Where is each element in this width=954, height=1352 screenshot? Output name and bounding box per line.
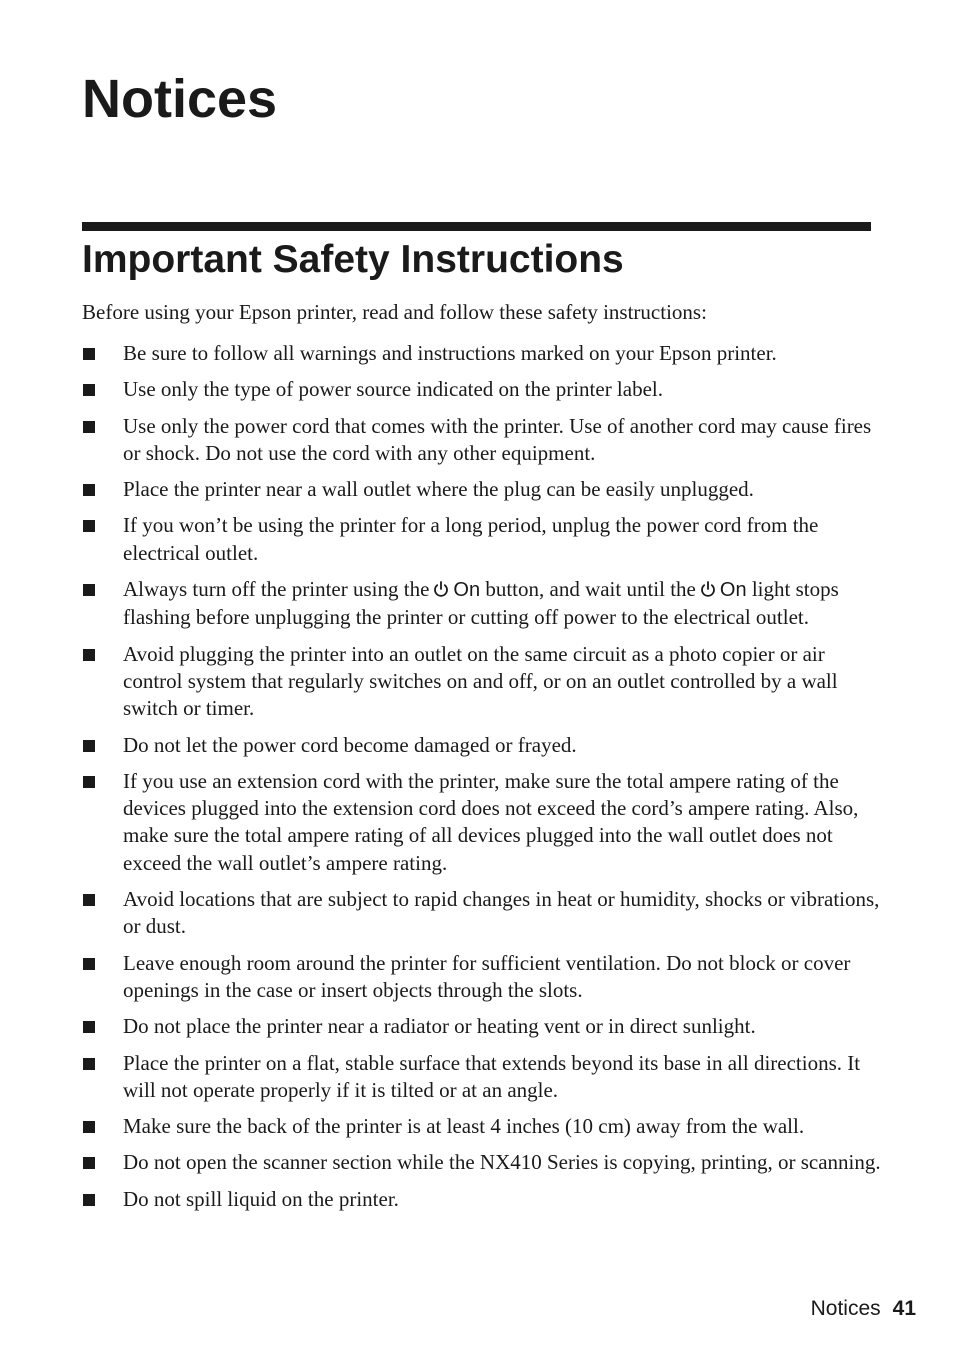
list-item: Use only the type of power source indicated on the printer label. [82,376,882,403]
bullet-icon [83,421,95,433]
bullet-icon [83,348,95,360]
list-item: Place the printer near a wall outlet where the plug can be easily unplugged. [82,476,882,503]
power-icon [433,580,449,598]
list-item: Do not let the power cord become damaged or frayed. [82,732,882,759]
bullet-icon [83,384,95,396]
bullet-icon [83,958,95,970]
list-item: Do not place the printer near a radiator or heating vent or in direct sunlight. [82,1013,882,1040]
footer-section: Notices [810,1297,881,1320]
list-item: Leave enough room around the printer for sufficient ventilation. Do not block or cover openings in the case or insert objects through the slots. [82,950,882,1005]
bullet-icon [83,894,95,906]
chapter-title: Notices [82,69,278,129]
on-button-label: On [453,579,481,602]
section-divider [82,222,871,231]
bullet-icon [83,1157,95,1169]
list-item-power: Always turn off the printer using the On button, and wait until the On light stops flashing before unplugging the printer or cutting off power to the electrical outlet. [82,576,882,632]
bullet-icon [83,520,95,532]
section-title: Important Safety Instructions [82,238,624,281]
bullet-icon [83,1058,95,1070]
list-item: If you use an extension cord with the printer, make sure the total ampere rating of the devices plugged into the extension cord does not exceed the cord’s ampere rating. Also, make sure the total ampere rating of all devices plugged into the wall outlet does not exceed the wall outlet’s ampere rating. [82,768,882,877]
bullet-icon [83,484,95,496]
bullet-icon [83,740,95,752]
bullet-icon [83,1194,95,1206]
intro-text: Before using your Epson printer, read and follow these safety instructions: [82,300,707,324]
list-item: Make sure the back of the printer is at least 4 inches (10 cm) away from the wall. [82,1113,882,1140]
list-item: Avoid plugging the printer into an outlet on the same circuit as a photo copier or air control system that regularly switches on and off, or on an outlet controlled by a wall switch or timer. [82,641,882,723]
safety-list [82,340,882,1222]
bullet-icon [83,776,95,788]
bullet-icon [83,1121,95,1133]
bullet-icon [83,1021,95,1033]
list-item: Be sure to follow all warnings and instructions marked on your Epson printer. [82,340,882,367]
list-item: Place the printer on a flat, stable surface that extends beyond its base in all directions. It will not operate properly if it is tilted or at an angle. [82,1050,882,1105]
power-icon [700,580,716,598]
list-item: Use only the power cord that comes with the printer. Use of another cord may cause fires or shock. Do not use the cord with any other equipment. [82,413,882,468]
page-number: 41 [892,1297,916,1320]
page-footer [811,1295,916,1323]
list-item: Do not spill liquid on the printer. [82,1186,882,1213]
list-item: Do not open the scanner section while the NX410 Series is copying, printing, or scanning. [82,1149,882,1176]
on-light-label: On [719,579,747,602]
bullet-icon [83,649,95,661]
list-item: Avoid locations that are subject to rapid changes in heat or humidity, shocks or vibrations, or dust. [82,886,882,941]
list-item: If you won’t be using the printer for a long period, unplug the power cord from the electrical outlet. [82,512,882,567]
bullet-icon [83,584,95,596]
